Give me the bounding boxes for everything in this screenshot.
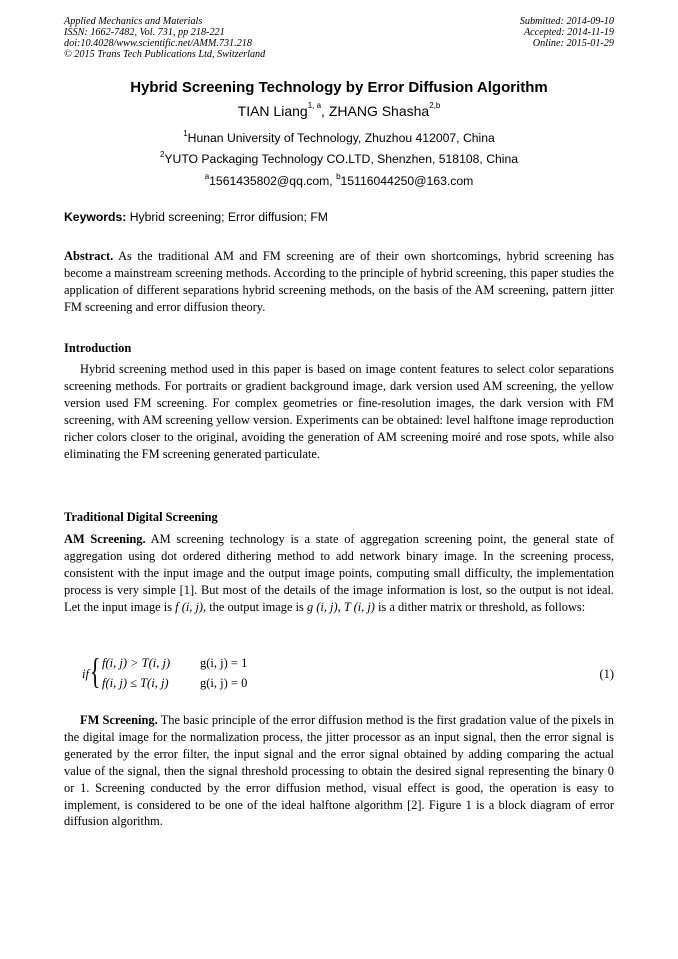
- keywords-label: Keywords:: [64, 210, 127, 224]
- abstract-label: Abstract.: [64, 249, 114, 263]
- t-ij: T (i, j): [343, 599, 375, 614]
- affiliation-1: [0, 131, 678, 145]
- authors: [0, 103, 678, 119]
- introduction-text: [64, 361, 614, 462]
- am-text-2: , the output image is: [203, 599, 307, 614]
- email-b: 15116044250@163.com: [340, 174, 474, 188]
- submitted-date: Submitted: 2014-09-10: [519, 16, 614, 27]
- am-sep: ,: [337, 599, 344, 614]
- emails: [0, 174, 678, 188]
- introduction-body: Hybrid screening method used in this paper is based on image content features to select color separations screening methods. For portraits or gradient background image, dark version used AM screening, the yellow version used FM screening. For complex geometries or fine-resolution images, the dark version with FM screening, with AM screening yellow version. Experiments can be obtained: level halftone image reproduction richer colors closer to the original, avoiding the generation of AM screening moiré and rose spots, while also eliminating the FM screening generated particulate.: [64, 362, 614, 461]
- author-1-sup: 1, a: [307, 101, 322, 110]
- fm-label: FM Screening.: [80, 713, 158, 727]
- email-a: 1561435802@qq.com,: [209, 174, 337, 188]
- aff2-text: YUTO Packaging Technology CO.LTD, Shenzhen, 518108, China: [164, 152, 519, 166]
- am-paragraph: [64, 531, 614, 616]
- aff2-sup: 2: [159, 150, 165, 159]
- traditional-heading: Traditional Digital Screening: [64, 510, 218, 524]
- keywords: [64, 210, 328, 224]
- eq-line2-rhs: g(i, j) = 0: [200, 676, 248, 690]
- am-text-1: AM screening technology is a state of aggregation screening point, the general state of aggregation using dot ordered dithering method to add network binary image. In the screening process, consistent with the input image and the output image points, computing small difficulty, the implementation process is very simple [1]. But most of the details of the image information is lost, so the output is not ideal. Let the input image is: [64, 532, 614, 614]
- equation-brace: {: [90, 651, 101, 691]
- author-2: ZHANG Shasha: [328, 103, 430, 119]
- dates-header: [520, 16, 614, 49]
- eq-line2-lhs: f(i, j) ≤ T(i, j): [102, 676, 169, 690]
- doi: doi:10.4028/www.scientific.net/AMM.731.218: [64, 38, 252, 49]
- email-b-sup: b: [336, 172, 341, 181]
- online-date: Online: 2015-01-29: [532, 38, 614, 49]
- equation-line-1: [102, 656, 247, 671]
- issn: ISSN: 1662-7482, Vol. 731, pp 218-221: [64, 27, 225, 38]
- author-1: TIAN Liang: [237, 103, 308, 119]
- fm-text: The basic principle of the error diffusion method is the first gradation value of the pixels in the digital image for the normalization process, the jitter processor as an input signal, then the error signal is generated by the error filter, the input signal and the error signal obtained by adding comparing the actual value of the signal, then the signal threshold processing to obtain the desired signal representing the binary 0 or 1. Screening conducted by the error diffusion method, visual effect is good, the operation is easy to implement, is considered to be one of the ideal halftone algorithm [2]. Figure 1 is a block diagram of error diffusion algorithm.: [64, 713, 615, 829]
- am-label: AM Screening.: [64, 532, 146, 546]
- aff1-text: Hunan University of Technology, Zhuzhou 412007, China: [187, 131, 495, 145]
- copyright: © 2015 Trans Tech Publications Ltd, Switzerland: [64, 49, 266, 60]
- keywords-text: Hybrid screening; Error diffusion; FM: [126, 210, 328, 224]
- paper-title: Hybrid Screening Technology by Error Diffusion Algorithm: [130, 79, 548, 96]
- am-text-3: is a dither matrix or threshold, as follows:: [374, 599, 586, 614]
- equation-number: (1): [599, 667, 614, 681]
- abstract-text: As the traditional AM and FM screening are of their own shortcomings, hybrid screening has become a mainstream screening methods. According to the principle of hybrid screening, this paper studies the application of different separations hybrid screening methods, on the basis of the AM screening, pattern jitter FM screening and error diffusion theory.: [64, 249, 614, 314]
- eq-line1-lhs: f(i, j) > T(i, j): [102, 656, 171, 670]
- accepted-date: Accepted: 2014-11-19: [523, 27, 614, 38]
- aff1-sup: 1: [183, 129, 188, 138]
- author-2-sup: 2,b: [429, 101, 441, 110]
- introduction-heading: Introduction: [64, 341, 132, 355]
- eq-line1-rhs: g(i, j) = 1: [200, 656, 248, 670]
- abstract: [64, 248, 614, 316]
- journal-header: [64, 16, 265, 60]
- equation-line-2: [102, 676, 247, 691]
- f-ij: f (i, j): [175, 599, 204, 614]
- fm-paragraph: [64, 712, 614, 830]
- affiliation-2: [0, 152, 678, 166]
- author-sep: ,: [321, 103, 329, 119]
- email-a-sup: a: [204, 172, 210, 181]
- journal-name: Applied Mechanics and Materials: [64, 16, 203, 27]
- g-ij: g (i, j): [306, 599, 338, 614]
- equation-if: if: [82, 667, 89, 681]
